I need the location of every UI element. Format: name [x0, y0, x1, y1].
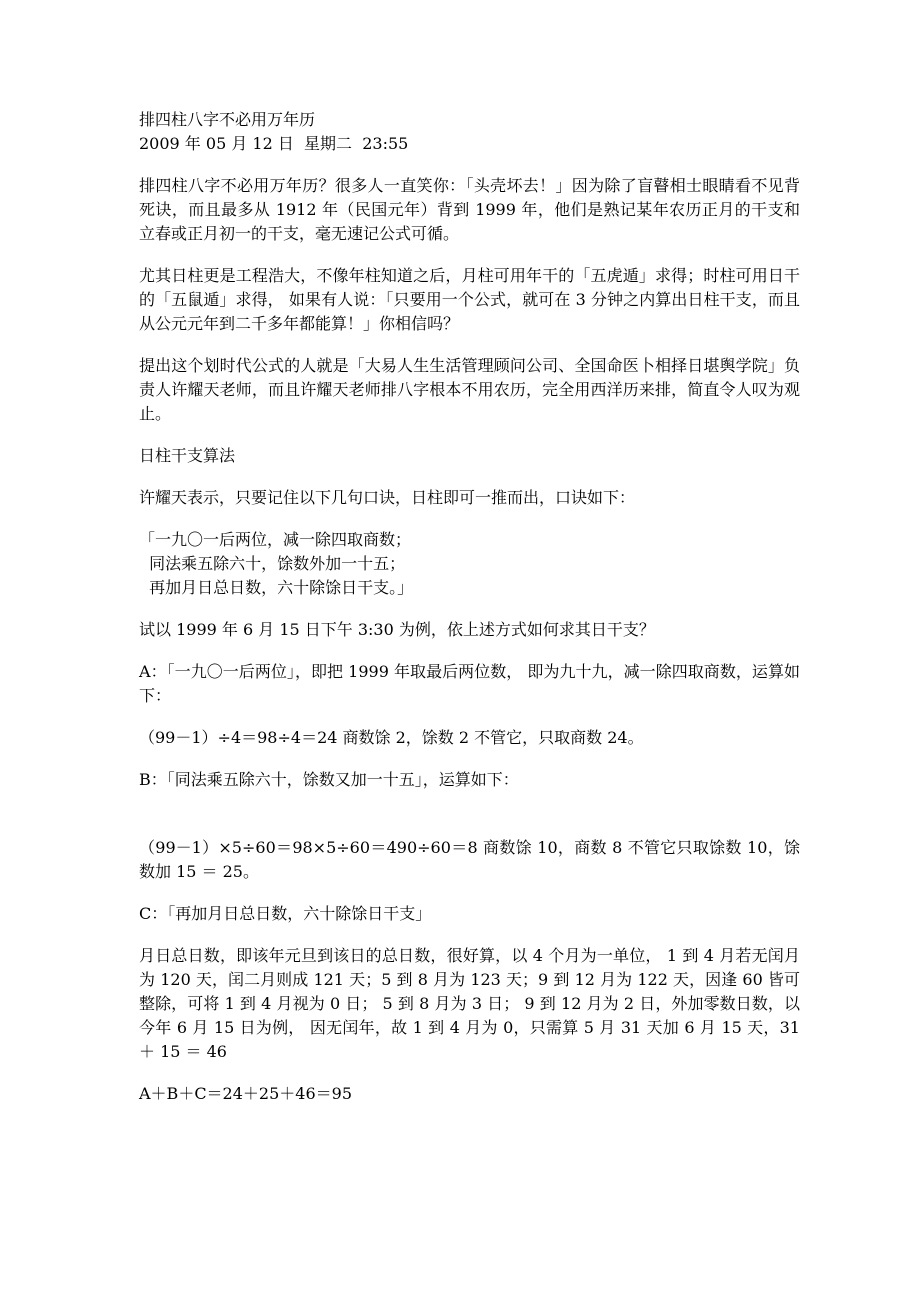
verse-line-1: 「一九〇一后两位，减一除四取商数；: [139, 530, 412, 549]
step-c-detail: 月日总日数，即该年元旦到该日的总日数，很好算，以 4 个月为一单位， 1 到 4 月若无闰月为 120 天，闰二月则成 121 天；5 到 8 月为 123 天；9 到 12 月为 122 天，因逢 60 皆可整除，可将 1 到 4 月视为 0 日； 5 到 8 月为 3 日； 9 到 12 月为 2 日，外加零数日数，以今年 6 月 15 日为例， 因无闰年，故 1 到 4 月为 0，只需算 5 月 31 天加 6 月 15 天，31 ＋ 15 ＝ 46: [139, 946, 800, 1061]
verse-block: [139, 528, 800, 600]
section-heading: 日柱干支算法: [139, 446, 236, 465]
step-b-text: B：「同法乘五除六十，馀数又加一十五」，运算如下：: [139, 770, 519, 789]
post-date: 2009 年 05 月 12 日 星期二 23:55: [139, 134, 409, 153]
example-question: 试以 1999 年 6 月 15 日下午 3:30 为例，依上述方式如何求其日干支？: [139, 620, 655, 639]
step-a-calc: （99－1）÷4＝98÷4＝24 商数馀 2，馀数 2 不管它，只取商数 24。: [139, 728, 644, 747]
paragraph-intro: 排四柱八字不必用万年历？很多人一直笑你：「头壳坏去！」因为除了盲瞽相士眼睛看不见背死诀，而且最多从 1912 年（民国元年）背到 1999 年，他们是熟记某年农历正月的干支和立春或正月初一的干支，毫无速记公式可循。: [139, 176, 800, 243]
header-block: [139, 108, 800, 156]
step-a-text: A：「一九〇一后两位」，即把 1999 年取最后两位数， 即为九十九，减一除四取商数，运算如下：: [139, 662, 800, 705]
step-b-calc: （99－1）×5÷60＝98×5÷60＝490÷60＝8 商数馀 10，商数 8 不管它只取馀数 10，馀数加 15 ＝ 25。: [139, 838, 800, 881]
step-c-text: C：「再加月日总日数，六十除馀日干支」: [139, 904, 432, 923]
paragraph-day-pillar: 尤其日柱更是工程浩大，不像年柱知道之后，月柱可用年干的「五虎遁」求得；时柱可用日干的「五鼠遁」求得， 如果有人说：「只要用一个公式，就可在 3 分钟之内算出日柱干支，而且从公元元年到二千多年都能算！」你相信吗？: [139, 266, 800, 333]
page-title: 排四柱八字不必用万年历: [139, 110, 316, 129]
verse-line-2: 同法乘五除六十，馀数外加一十五；: [139, 554, 406, 573]
paragraph-formula-intro: 许耀天表示，只要记住以下几句口诀，日柱即可一推而出，口诀如下：: [139, 488, 636, 507]
sum-line: A＋B＋C＝24＋25＋46＝95: [139, 1084, 352, 1103]
verse-line-3: 再加月日总日数，六十除馀日干支。」: [139, 578, 414, 597]
paragraph-author: 提出这个划时代公式的人就是「大易人生生活管理顾问公司、全国命医卜相择日堪舆学院」负责人许耀天老师，而且许耀天老师排八字根本不用农历，完全用西洋历来排，简直令人叹为观止。: [139, 356, 800, 423]
